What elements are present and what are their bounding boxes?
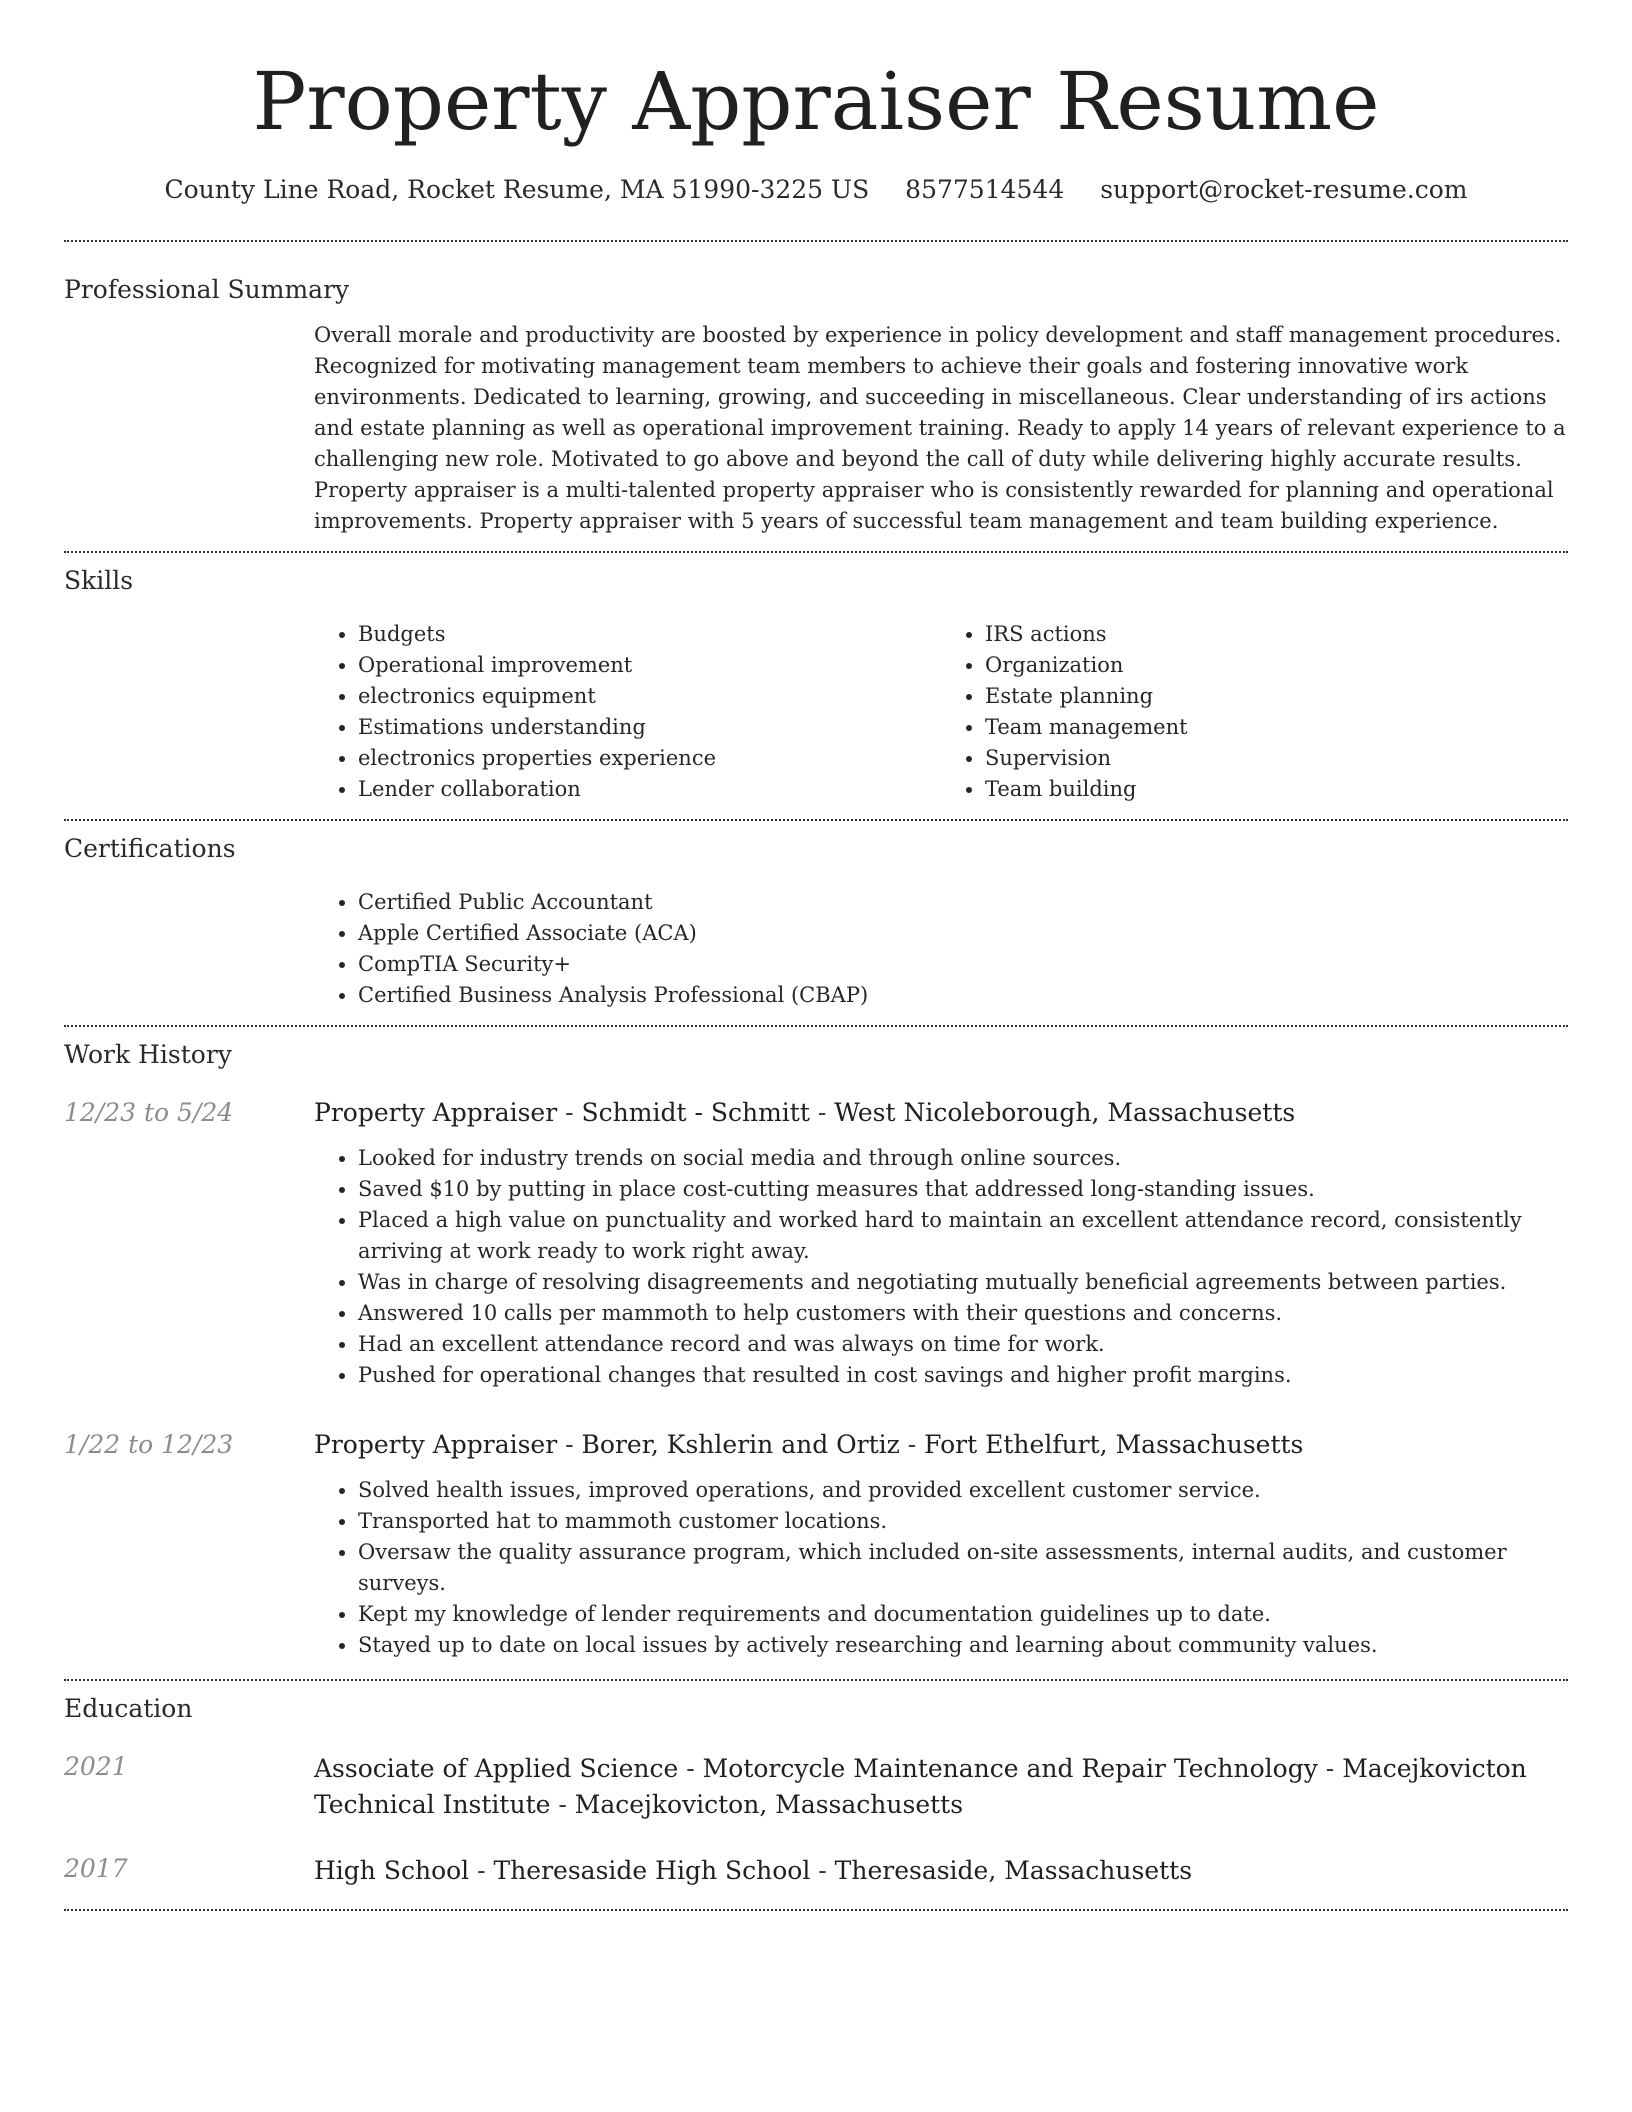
education-school: Macejkovicton Technical Institute [314, 1754, 1527, 1819]
skill-item: • Estate planning [985, 681, 1568, 712]
job-bullet: • Pushed for operational changes that resulted in cost savings and higher profit margins. [358, 1360, 1568, 1391]
job-entry [64, 1097, 1568, 1391]
skills-list [314, 597, 1568, 819]
job-bullet: • Oversaw the quality assurance program, which included on-site assessments, internal audits, and customer surveys. [358, 1537, 1568, 1599]
skills-section [64, 553, 1568, 819]
education-school: Theresaside High School [493, 1856, 811, 1885]
education-line: High School - Theresaside High School - Theresaside, Massachusetts [314, 1856, 1193, 1885]
job-bullets [314, 1475, 1568, 1661]
skill-item: • Operational improvement [358, 650, 941, 681]
skills-column-right [941, 619, 1568, 805]
contact-phone: 8577514544 [905, 175, 1065, 204]
job-role: Property Appraiser [314, 1430, 558, 1459]
skill-item: • electronics equipment [358, 681, 941, 712]
contact-email: support@rocket-resume.com [1100, 175, 1468, 204]
job-bullet: • Placed a high value on punctuality and worked hard to maintain an excellent attendance record, consistently arriving at work ready to work right away. [358, 1205, 1568, 1267]
job-role: Property Appraiser [314, 1098, 558, 1127]
job-dates: 1/22 to 12/23 [64, 1430, 234, 1459]
skill-item: • Team management [985, 712, 1568, 743]
certifications-section [64, 821, 1568, 1025]
job-bullet: • Transported hat to mammoth customer locations. [358, 1506, 1568, 1537]
job-bullet: • Was in charge of resolving disagreements and negotiating mutually beneficial agreements between parties. [358, 1267, 1568, 1298]
skills-heading: Skills [64, 566, 134, 595]
contact-address: County Line Road, Rocket Resume, MA 51990-3225 US [164, 175, 870, 204]
job-bullets [314, 1143, 1568, 1391]
job-title-line: Property Appraiser - Borer, Kshlerin and Ortiz - Fort Ethelfurt, Massachusetts [314, 1430, 1304, 1459]
skill-item: • Team building [985, 774, 1568, 805]
certifications-bullets [314, 887, 1568, 1011]
job-dates: 12/23 to 5/24 [64, 1098, 234, 1127]
job-employer: Borer, Kshlerin and Ortiz [581, 1430, 900, 1459]
education-year: 2021 [64, 1752, 128, 1781]
education-year: 2017 [64, 1854, 128, 1883]
resume-title: Property Appraiser Resume [252, 55, 1380, 148]
job-entry [64, 1429, 1568, 1661]
job-body [314, 1097, 1568, 1391]
work-section [64, 1027, 1568, 1679]
skill-item: • Estimations understanding [358, 712, 941, 743]
job-bullet: • Stayed up to date on local issues by actively researching and learning about community values. [358, 1630, 1568, 1661]
skills-column-left [314, 619, 941, 805]
certifications-heading: Certifications [64, 834, 236, 863]
work-heading: Work History [64, 1040, 232, 1069]
certification-item: • Apple Certified Associate (ACA) [358, 918, 1568, 949]
resume-page [64, 0, 1568, 1911]
job-bullet: • Saved $10 by putting in place cost-cutting measures that addressed long-standing issues. [358, 1174, 1568, 1205]
contact-line [64, 174, 1568, 206]
certification-item: • Certified Public Accountant [358, 887, 1568, 918]
education-heading: Education [64, 1694, 193, 1723]
certification-item: • Certified Business Analysis Professional (CBAP) [358, 980, 1568, 1011]
summary-text: Overall morale and productivity are boosted by experience in policy development and staff management procedures. Recognized for motivating management team members to achieve their goals and fostering innovative work environments. Dedicated to learning, growing, and succeeding in miscellaneous. Clear understanding of irs actions and estate planning as well as operational improvement training. Ready to apply 14 years of relevant experience to a challenging new role. Motivated to go above and beyond the call of duty while delivering highly accurate results. Property appraiser is a multi-talented property appraiser who is consistently rewarded for planning and operational improvements. Property appraiser with 5 years of successful team management and team building experience. [314, 323, 1566, 533]
summary-heading: Professional Summary [64, 275, 350, 304]
divider [64, 1909, 1568, 1911]
job-title-line: Property Appraiser - Schmidt - Schmitt - West Nicoleborough, Massachusetts [314, 1098, 1296, 1127]
education-location: Theresaside, Massachusetts [834, 1856, 1193, 1885]
skill-item: • electronics properties experience [358, 743, 941, 774]
education-entry [64, 1853, 1568, 1889]
education-entry [64, 1751, 1568, 1823]
summary-body [314, 306, 1568, 551]
education-degree: High School [314, 1856, 470, 1885]
job-bullet: • Kept my knowledge of lender requirements and documentation guidelines up to date. [358, 1599, 1568, 1630]
job-bullet: • Looked for industry trends on social media and through online sources. [358, 1143, 1568, 1174]
skill-item: • Organization [985, 650, 1568, 681]
job-employer: Schmidt - Schmitt [581, 1098, 810, 1127]
job-location: Fort Ethelfurt, Massachusetts [924, 1430, 1304, 1459]
skill-item: • Lender collaboration [358, 774, 941, 805]
education-field: Motorcycle Maintenance and Repair Technology [702, 1754, 1318, 1783]
certifications-list [314, 865, 1568, 1025]
summary-section [64, 230, 1568, 551]
skill-item: • IRS actions [985, 619, 1568, 650]
job-bullet: • Had an excellent attendance record and was always on time for work. [358, 1329, 1568, 1360]
education-section [64, 1681, 1568, 1909]
skill-item: • Supervision [985, 743, 1568, 774]
education-location: Macejkovicton, Massachusetts [574, 1790, 964, 1819]
job-bullet: • Solved health issues, improved operations, and provided excellent customer service. [358, 1475, 1568, 1506]
education-degree: Associate of Applied Science [314, 1754, 679, 1783]
skill-item: • Budgets [358, 619, 941, 650]
education-line: Associate of Applied Science - Motorcycle Maintenance and Repair Technology - Macejkovicton Technical Institute - Macejkovicton, Massachusetts [314, 1754, 1527, 1819]
job-body [314, 1429, 1568, 1661]
job-bullet: • Answered 10 calls per mammoth to help customers with their questions and concerns. [358, 1298, 1568, 1329]
job-location: West Nicoleborough, Massachusetts [834, 1098, 1296, 1127]
certification-item: • CompTIA Security+ [358, 949, 1568, 980]
